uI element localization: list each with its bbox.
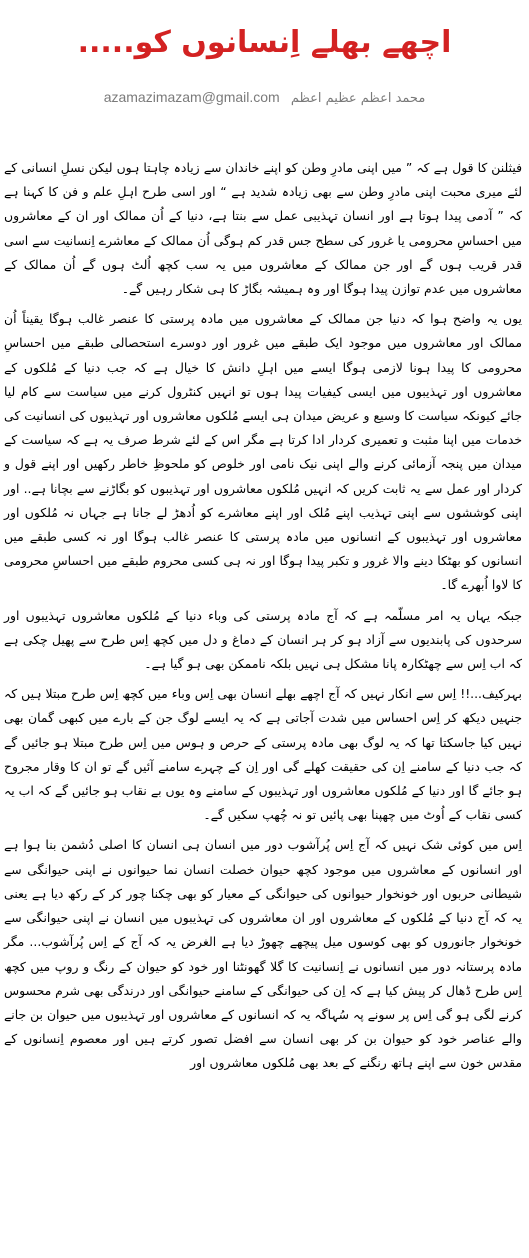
paragraph-2: یوں یہ واضح ہوا کہ دنیا جن ممالک کے معاشروں میں مادہ پرستی کا عنصر غالب ہوگا یقیناً اُن ممالک اور معاشروں میں موجود ایک طبقے میں غرور اور دوسرے استحصالی طبقے میں احساسِ محرومی کا پیدا ہونا لازمی ہوگا ایسے میں اہلِ دانش کا خیال ہے کہ جب دنیا کے مُلکوں کے معاشروں اور تہذیبوں میں ایسی کیفیات پیدا ہوں تو انہیں کنٹرول کرنے میں سیاست سے کام لیا جائے کیونکہ سیاست کا وسیع و عریض میدان ہی ایسے مُلکوں معاشروں اور تہذیبوں کی انسانیت کی خدمات میں اپنا مثبت و تعمیری کردار ادا کرتا ہے مگر اس کے لئے شرط صرف یہ ہے کہ سیاست کے میدان میں پنجہ آزمائی کرنے والے اپنی نیک نامی اور خلوص کو ملحوظِ خاطر رکھیں اور اپنے قول و کردار اور عمل سے یہ ثابت کریں کہ انہیں مُلکوں معاشروں اور تہذیبوں کو بگاڑنے سے بچانا ہے.. اور اپنی کوششوں سے اپنی تہذیب اپنے مُلک اور اپنے معاشرے کو اُدھڑ لے جانا ہے جہاں نہ مُلکوں اور معاشروں اور تہذیبوں کے انسانوں میں مادہ پرستی کا عنصر غالب ہوگا اور نہ کسی طبقے میں انسانوں کو بھٹکا دینے والا غرور و تکبر پیدا ہوگا اور نہ ہی کسی محروم طبقے میں احساسِ محرومی کا لاوا اُبھرے گا۔ — [4, 311, 522, 593]
article-body — [4, 156, 522, 1082]
paragraph-5: اِس میں کوئی شک نہیں کہ آج اِس پُرآشوب دور میں انسان ہی انسان کا اصلی دُشمن بنا ہوا ہے اور انسانوں کے معاشروں میں موجود کچھ حیوان خصلت انسان نما حیوانوں نے اپنی حیوانگی سے شیطانی حربوں اور خونخوار حیوانوں کی حیوانگی کے معیار کو بھی چکنا چور کر کے رکھ دیا ہے یعنی یہ کہ آج دنیا کے مُلکوں کے معاشروں اور ان معاشروں کی تہذیبوں میں انسان نے اپنی حیوانگی سے خونخوار جانوروں کو بھی کوسوں میل پیچھے چھوڑ دیا ہے الغرض یہ کہ آج کے اِس پُرآشوب... مگر مادہ پرستانہ دور میں انسانوں نے اِنسانیت کا گلا گھونٹنا اور خود کو حیوان کے رنگ و روپ میں کچھ اِس طرح ڈھال کر پیش کیا ہے کہ اِن کی حیوانگی کے سامنے حیوانگی اور درندگی بھی شرم محسوس کرنے لگی ہو گی اِس پر سونے پہ سُہاگہ یہ کہ انسانوں کے معاشروں اور تہذیبوں میں حیوان بن جانے والے عناصر خود کو حیوان بن کر بھی انسان سے افضل تصور کرتے ہیں اور معصوم اِنسانوں کے مقدس خون سے اپنے ہاتھ رنگنے کے بعد بھی مُلکوں معاشروں اور — [4, 837, 522, 1071]
paragraph-4: بہرکیف...!! اِس سے انکار نہیں کہ آج اچھے بھلے انسان بھی اِس وباء میں کچھ اِس طرح مبتلا ہیں کہ جنہیں دیکھ کر اِس احساس میں شدت آجاتی ہے کہ یہ ایسے لوگ جن کے بارے میں کبھی گمان بھی نہیں کیا جاسکتا تھا کہ یہ لوگ بھی مادہ پرستی کے حرص و ہوس میں اِس طرح مبتلا ہو جائیں گے کہ جب دنیا کے سامنے اِن کی حقیقت کھلے گی اور اِن کے چہرے سامنے آئیں گے تو ان کا وقار مجروح ہو جائے گا اور دنیا کے مُلکوں معاشروں اور تہذیبوں کے سامنے وہ یوں بے نقاب ہو جائیں گے کہ اب یہ کسی نقاب کے اُوٹ میں چھپنا بھی پائیں تو نہ چُھپ سکیں گے۔ — [4, 686, 522, 823]
byline — [0, 86, 529, 110]
paragraph-1: فیثلنن کا قول ہے کہ ” میں اپنی مادرِ وطن کو اپنے خاندان سے زیادہ چاہتا ہوں لیکن نسلِ انسانی کے لئے میری محبت اپنی مادرِ وطن سے بھی زیادہ شدید ہے “ اور اسی طرح اہلِ علم و فن کا کہنا ہے کہ ” آدمی پیدا ہوتا ہے اور انسان تہذیبی عمل سے بنتا ہے، دنیا کے اُن ممالک اور ان کے معاشروں میں احساسِ محرومی یا غرور کی سطح جس قدر کم ہوگی اُن ممالک کے معاشرے اِنسانیت سے اسی قدر قریب ہوں گے اور جن ممالک کے معاشروں میں یہ سب کچھ اُلٹ ہوں گے اُن ممالک کے معاشروں میں عدم توازن پیدا ہوگا اور وہ ہمیشہ بگاڑ کا ہی شکار رہیں گے۔ — [4, 160, 522, 297]
author-email: azamazimazam@gmail.com — [103, 89, 280, 105]
article-title: اچھے بھلے اِنسانوں کو..... — [77, 25, 452, 60]
author-name: محمد اعظم عظیم اعظم — [290, 91, 426, 106]
paragraph-3: جبکہ یہاں یہ امر مسلّمہ ہے کہ آج مادہ پرستی کی وباء دنیا کے مُلکوں معاشروں تہذیبوں اور سرحدوں کی پابندیوں سے آزاد ہو کر ہر انسان کے دماغ و دل میں کچھ اِس طرح سے پھیل چکی ہے کہ اب اِس سے چھٹکارہ پانا مشکل ہی نہیں بلکہ ناممکن بھی ہو گیا ہے۔ — [4, 607, 522, 672]
